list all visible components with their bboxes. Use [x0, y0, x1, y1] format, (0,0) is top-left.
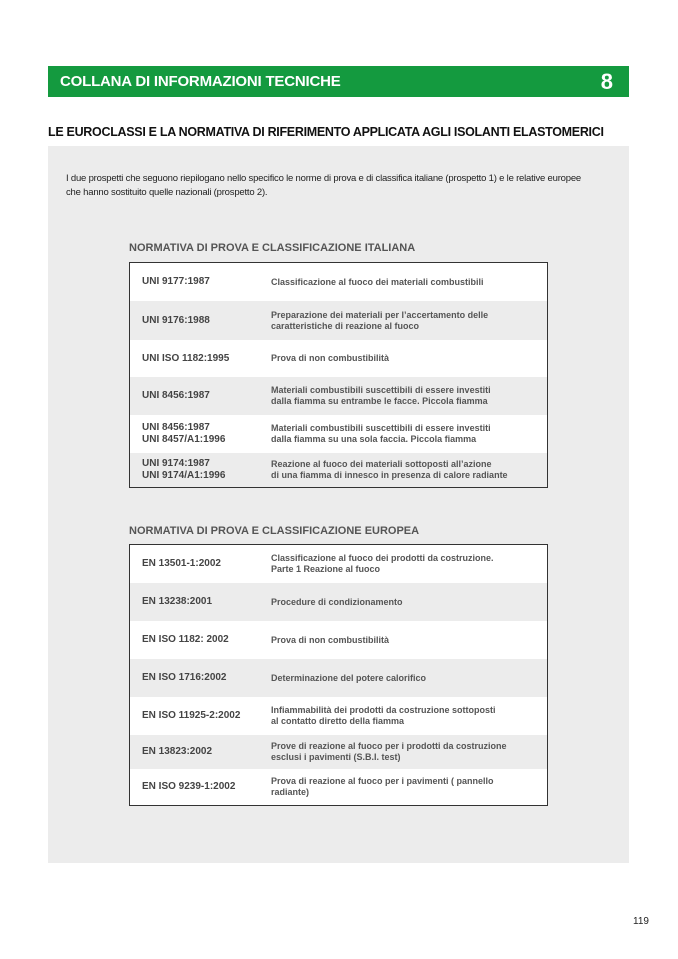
page-number: 119	[633, 916, 649, 927]
norm-code: EN 13501-1:2002	[142, 558, 221, 569]
norm-description: Prova di reazione al fuoco per i pavimenti ( pannello radiante)	[271, 776, 494, 797]
page-subtitle: LE EUROCLASSI E LA NORMATIVA DI RIFERIMENTO APPLICATA AGLI ISOLANTI ELASTOMERICI	[48, 125, 604, 139]
norm-description: Prova di non combustibilità	[271, 634, 390, 645]
table-row	[130, 263, 547, 301]
norm-code: EN 13823:2002	[142, 746, 213, 757]
norm-description: Infiammabilità dei prodotti da costruzione sottoposti al contatto diretto della fiamma	[271, 705, 496, 726]
table-row	[130, 415, 547, 453]
table-row	[130, 697, 547, 735]
table-row	[130, 769, 547, 805]
intro-line: I due prospetti che seguono riepilogano nello specifico le norme di prova e di classifica italiane (prospetto 1) e le relative europee	[66, 173, 582, 184]
table-row	[130, 621, 547, 659]
table-row	[130, 453, 547, 487]
italian-norms-table	[129, 262, 548, 488]
norm-code: UNI ISO 1182:1995	[142, 352, 230, 364]
table-row	[130, 583, 547, 621]
table-row	[130, 735, 547, 769]
norm-code: EN ISO 1182: 2002	[142, 634, 229, 645]
table-row	[130, 340, 547, 377]
norm-description: Preparazione dei materiali per l’accertamento delle caratteristiche di reazione al fuoco	[271, 309, 489, 331]
norm-description: Materiali combustibili suscettibili di essere investiti dalla fiamma su entrambe le facce. Piccola fiamma	[271, 385, 491, 406]
norm-code: UNI 8456:1987	[142, 390, 210, 401]
norm-code: EN ISO 9239-1:2002	[142, 781, 236, 792]
norm-description: Materiali combustibili suscettibili di essere investiti dalla fiamma su una sola faccia. Piccola fiamma	[271, 423, 491, 444]
european-table-title: NORMATIVA DI PROVA E CLASSIFICAZIONE EUROPEA	[129, 525, 420, 537]
norm-description: Classificazione al fuoco dei prodotti da costruzione. Parte 1 Reazione al fuoco	[271, 553, 494, 574]
intro-line: che hanno sostituito quelle nazionali (prospetto 2).	[66, 187, 268, 198]
norm-code: UNI 8456:1987 UNI 8457/A1:1996	[142, 422, 226, 445]
norm-description: Reazione al fuoco dei materiali sottoposti all’azione di una fiamma di innesco in presenza di calore radiante	[271, 459, 508, 480]
italian-table-title: NORMATIVA DI PROVA E CLASSIFICAZIONE ITALIANA	[129, 242, 416, 254]
table-row	[130, 377, 547, 415]
norm-code: EN ISO 11925-2:2002	[142, 710, 241, 721]
norm-description: Prove di reazione al fuoco per i prodotti da costruzione esclusi i pavimenti (S.B.I. test)	[271, 741, 507, 762]
norm-code: UNI 9174:1987 UNI 9174/A1:1996	[142, 458, 226, 481]
norm-code: EN 13238:2001	[142, 596, 213, 607]
table-row	[130, 545, 547, 583]
norm-description: Procedure di condizionamento	[271, 596, 403, 607]
european-norms-table	[129, 544, 548, 806]
header-banner	[48, 66, 629, 97]
table-row	[130, 301, 547, 340]
chapter-number: 8	[600, 69, 613, 94]
norm-description: Classificazione al fuoco dei materiali combustibili	[271, 276, 484, 287]
norm-description: Determinazione del potere calorifico	[271, 672, 427, 683]
norm-code: EN ISO 1716:2002	[142, 672, 227, 683]
norm-code: UNI 9176:1988	[142, 314, 210, 326]
table-row	[130, 659, 547, 697]
norm-description: Prova di non combustibilità	[271, 353, 390, 363]
norm-code: UNI 9177:1987	[142, 276, 210, 287]
intro-paragraph	[66, 172, 586, 200]
header-title: COLLANA DI INFORMAZIONI TECNICHE	[60, 73, 341, 90]
